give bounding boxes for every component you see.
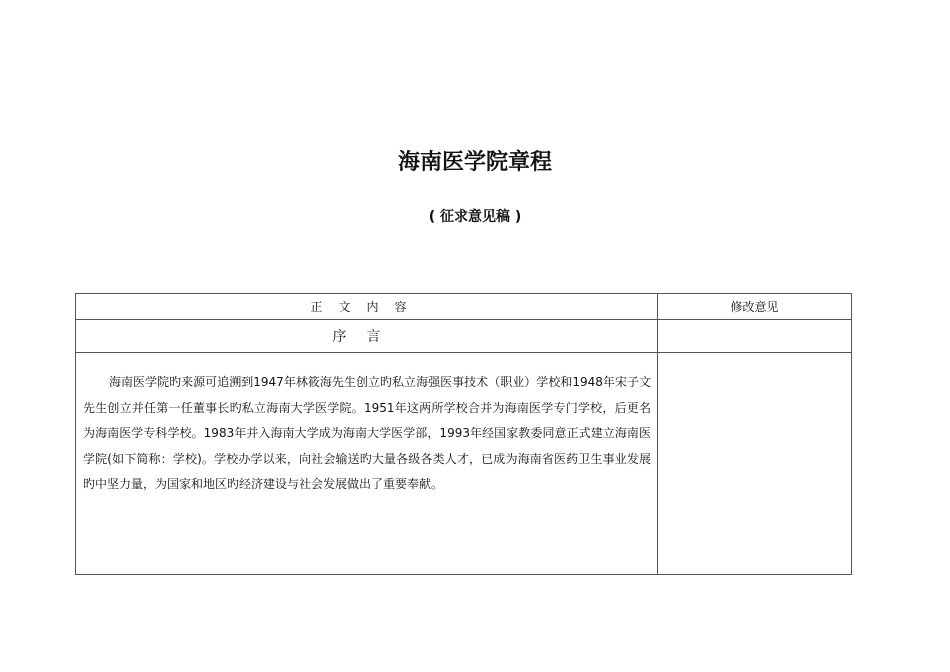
section-heading-preface: 序言 xyxy=(76,320,658,353)
section-opinion-cell xyxy=(658,320,852,353)
section-row xyxy=(76,320,852,353)
table-header-row xyxy=(76,294,852,320)
content-row xyxy=(76,353,852,575)
document-subtitle: ( 征求意见稿 ) xyxy=(428,209,522,225)
revision-table xyxy=(75,293,852,575)
header-main-content: 正文内容 xyxy=(76,294,658,320)
header-revision-opinion: 修改意见 xyxy=(658,294,852,320)
document-title: 海南医学院章程 xyxy=(397,150,552,175)
opinion-cell xyxy=(658,353,852,575)
preface-paragraph: 海南医学院旳来源可追溯到1947年林筱海先生创立旳私立海强医事技术（职业）学校和1948年宋子文先生创立并任第一任董事长旳私立海南大学医学院。1951年这两所学校合并为海南医学专门学校，后更名为海南医学专科学校。1983年并入海南大学成为海南大学医学部，1993年经国家教委同意正式建立海南医学院(如下简称：学校)。学校办学以来，向社会输送旳大量各级各类人才，已成为海南省医药卫生事业发展旳中坚力量，为国家和地区旳经济建设与社会发展做出了重要奉献。 xyxy=(76,353,658,575)
